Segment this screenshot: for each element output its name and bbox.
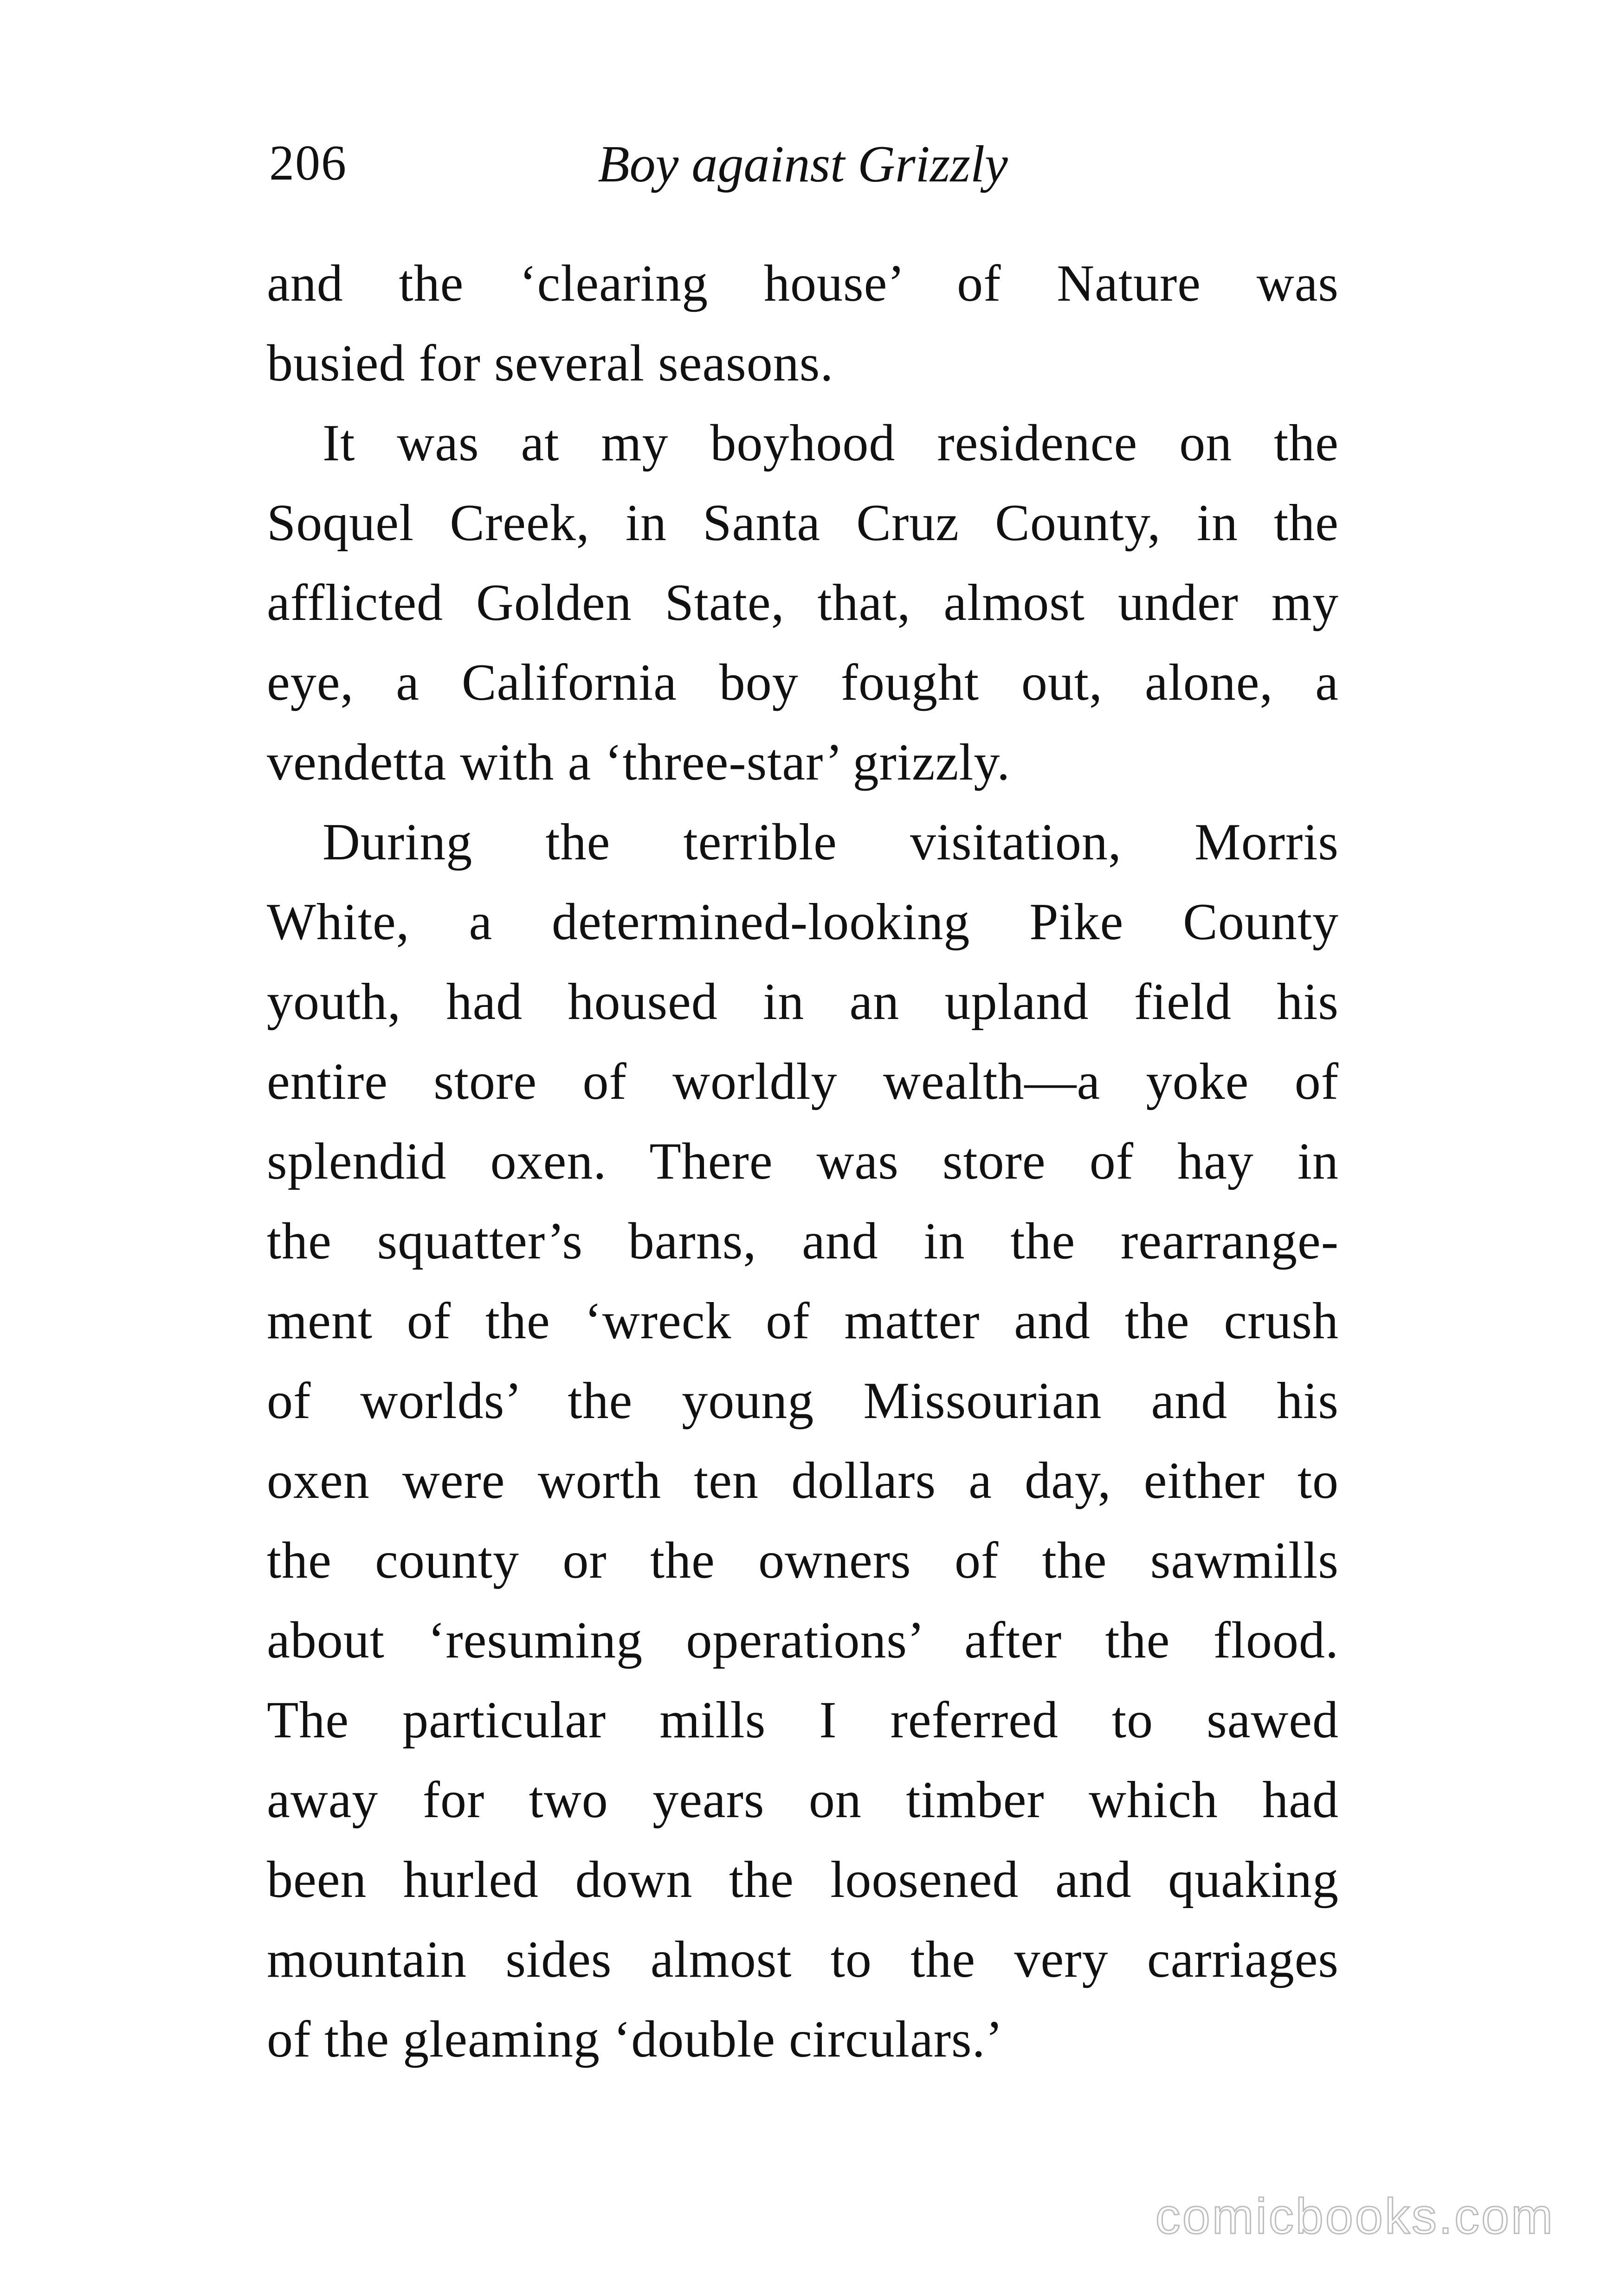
- text-line: been hurled down the loosened and quaking: [267, 1851, 1339, 1909]
- page-header: [269, 135, 1336, 204]
- text-line: ment of the ‘wreck of matter and the crush: [267, 1292, 1339, 1350]
- text-line: splendid oxen. There was store of hay in: [267, 1133, 1339, 1190]
- text-line: White, a determined-looking Pike County: [267, 893, 1339, 951]
- text-line: oxen were worth ten dollars a day, either to: [267, 1452, 1339, 1509]
- text-line: vendetta with a ‘three-star’ grizzly.: [267, 734, 1011, 791]
- text-line: away for two years on timber which had: [267, 1771, 1339, 1829]
- text-line: During the terrible visitation, Morris: [323, 813, 1339, 871]
- text-line: and the ‘clearing house’ of Nature was: [267, 255, 1339, 312]
- text-line: the squatter’s barns, and in the rearrange-: [267, 1212, 1339, 1270]
- text-line: busied for several seasons.: [267, 335, 834, 392]
- text-line: about ‘resuming operations’ after the flood.: [267, 1612, 1339, 1669]
- running-head: Boy against Grizzly: [598, 135, 1008, 193]
- text-line: entire store of worldly wealth—a yoke of: [267, 1053, 1339, 1110]
- text-line: of the gleaming ‘double circulars.’: [267, 2011, 1003, 2068]
- text-line: The particular mills I referred to sawed: [267, 1691, 1339, 1749]
- text-line: youth, had housed in an upland field his: [267, 973, 1339, 1031]
- text-line: eye, a California boy fought out, alone, a: [267, 654, 1339, 711]
- watermark-logo: comicbooks.com: [1155, 2188, 1555, 2244]
- text-line: afflicted Golden State, that, almost under my: [267, 574, 1339, 632]
- text-line: the county or the owners of the sawmills: [267, 1532, 1339, 1589]
- text-line: of worlds’ the young Missourian and his: [267, 1372, 1339, 1430]
- text-line: Soquel Creek, in Santa Cruz County, in the: [267, 494, 1339, 552]
- text-line: It was at my boyhood residence on the: [323, 414, 1339, 472]
- body-text: [267, 244, 1339, 2079]
- page-number: 206: [269, 135, 347, 191]
- text-line: mountain sides almost to the very carriages: [267, 1931, 1339, 1988]
